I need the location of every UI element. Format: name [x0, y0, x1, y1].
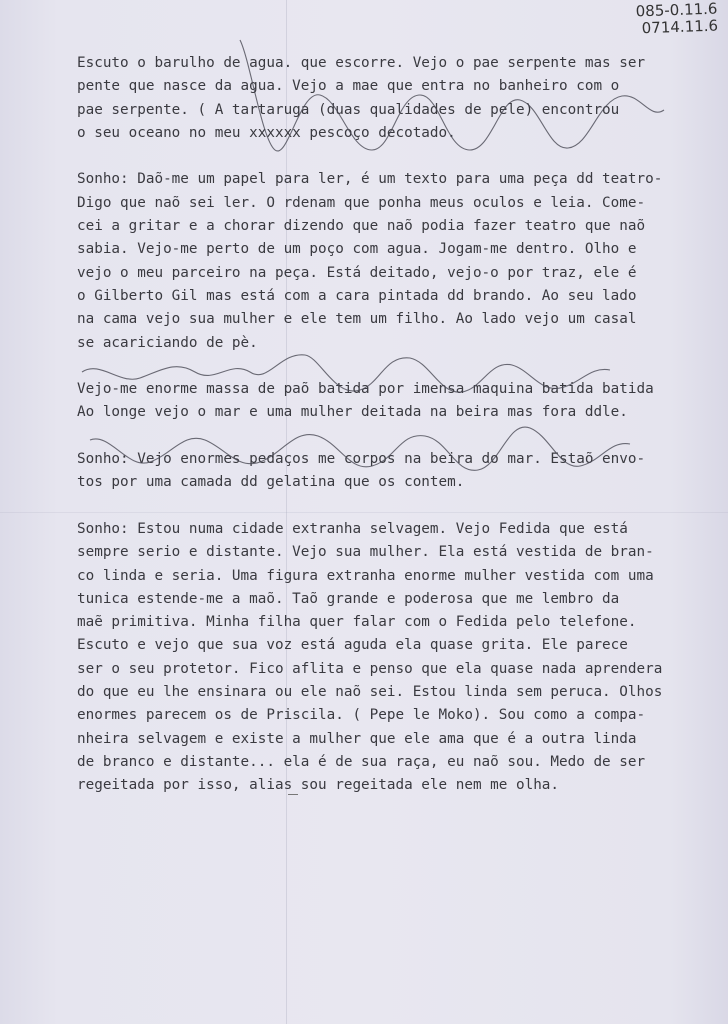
text-line: sempre serio e distante. Vejo sua mulher. Ela está vestida de bran- [77, 544, 654, 561]
stray-mark [288, 794, 298, 795]
paragraph-1 [77, 52, 697, 145]
text-line: do que eu lhe ensinara ou ele naõ sei. Estou linda sem peruca. Olhos [77, 684, 663, 701]
archive-reference [636, 1, 719, 38]
text-line: pente que nasce da agua. Vejo a mae que entra no banheiro com o [77, 78, 620, 95]
text-line: o seu oceano no meu xxxxxx pescoço decotado. [77, 124, 456, 141]
paragraph-2 [77, 168, 697, 354]
paragraph-5 [77, 518, 697, 798]
text-line: Sonho: Estou numa cidade extranha selvagem. Vejo Fedida que está [77, 520, 628, 537]
paragraph-4 [77, 448, 697, 495]
text-line: de branco e distante... ela é de sua raça, eu naõ sou. Medo de ser [77, 753, 646, 770]
text-line: enormes parecem os de Priscila. ( Pepe le Moko). Sou como a compa- [77, 707, 646, 724]
text-line: Digo que naõ sei ler. O rdenam que ponha meus oculos e leia. Come- [77, 194, 646, 211]
text-line: regeitada por isso, alias sou regeitada ele nem me olha. [77, 777, 560, 794]
text-line: co linda e seria. Uma figura extranha enorme mulher vestida com uma [77, 567, 654, 584]
reference-number-1: 085-0.11.6 [635, 0, 718, 21]
text-line: vejo o meu parceiro na peça. Está deitado, vejo-o por traz, ele é [77, 264, 637, 281]
text-line: tos por uma camada dd gelatina que os contem. [77, 474, 465, 491]
text-line: Escuto o barulho de agua. que escorre. Vejo o pae serpente mas ser [77, 55, 646, 71]
text-line: pae serpente. ( A tartaruga (duas qualidades de pele) encontrou [77, 101, 620, 118]
text-line: o Gilberto Gil mas está com a cara pintada dd brando. Ao seu lado [77, 287, 637, 304]
text-line: maẽ primitiva. Minha filha quer falar com o Fedida pelo telefone. [77, 614, 637, 631]
text-line: cei a gritar e a chorar dizendo que naõ podia fazer teatro que naõ [77, 218, 646, 235]
text-line: Sonho: Vejo enormes pedaços me corpos na beira do mar. Estaõ envo- [77, 451, 646, 468]
text-line: Vejo-me enorme massa de paõ batida por imensa maquina batida batida [77, 381, 654, 398]
text-line: tunica estende-me a maõ. Taõ grande e poderosa que me lembro da [77, 590, 620, 607]
text-line: se acariciando de pè. [77, 334, 258, 351]
text-line: Escuto e vejo que sua voz está aguda ela quase grita. Ele parece [77, 637, 628, 654]
typewritten-text [77, 52, 697, 821]
paragraph-3 [77, 378, 697, 425]
reference-number-2: 0714.11.6 [641, 16, 719, 38]
text-line: Ao longe vejo o mar e uma mulher deitada na beira mas fora ddle. [77, 404, 628, 421]
text-line: Sonho: Daõ-me um papel para ler, é um texto para uma peça dd teatro- [77, 171, 663, 188]
text-line: nheira selvagem e existe a mulher que ele ama que é a outra linda [77, 730, 637, 747]
text-line: na cama vejo sua mulher e ele tem um filho. Ao lado vejo um casal [77, 311, 637, 328]
text-line: ser o seu protetor. Fico aflita e penso que ela quase nada aprendera [77, 660, 663, 677]
text-line: sabia. Vejo-me perto de um poço com agua. Jogam-me dentro. Olho e [77, 241, 637, 258]
